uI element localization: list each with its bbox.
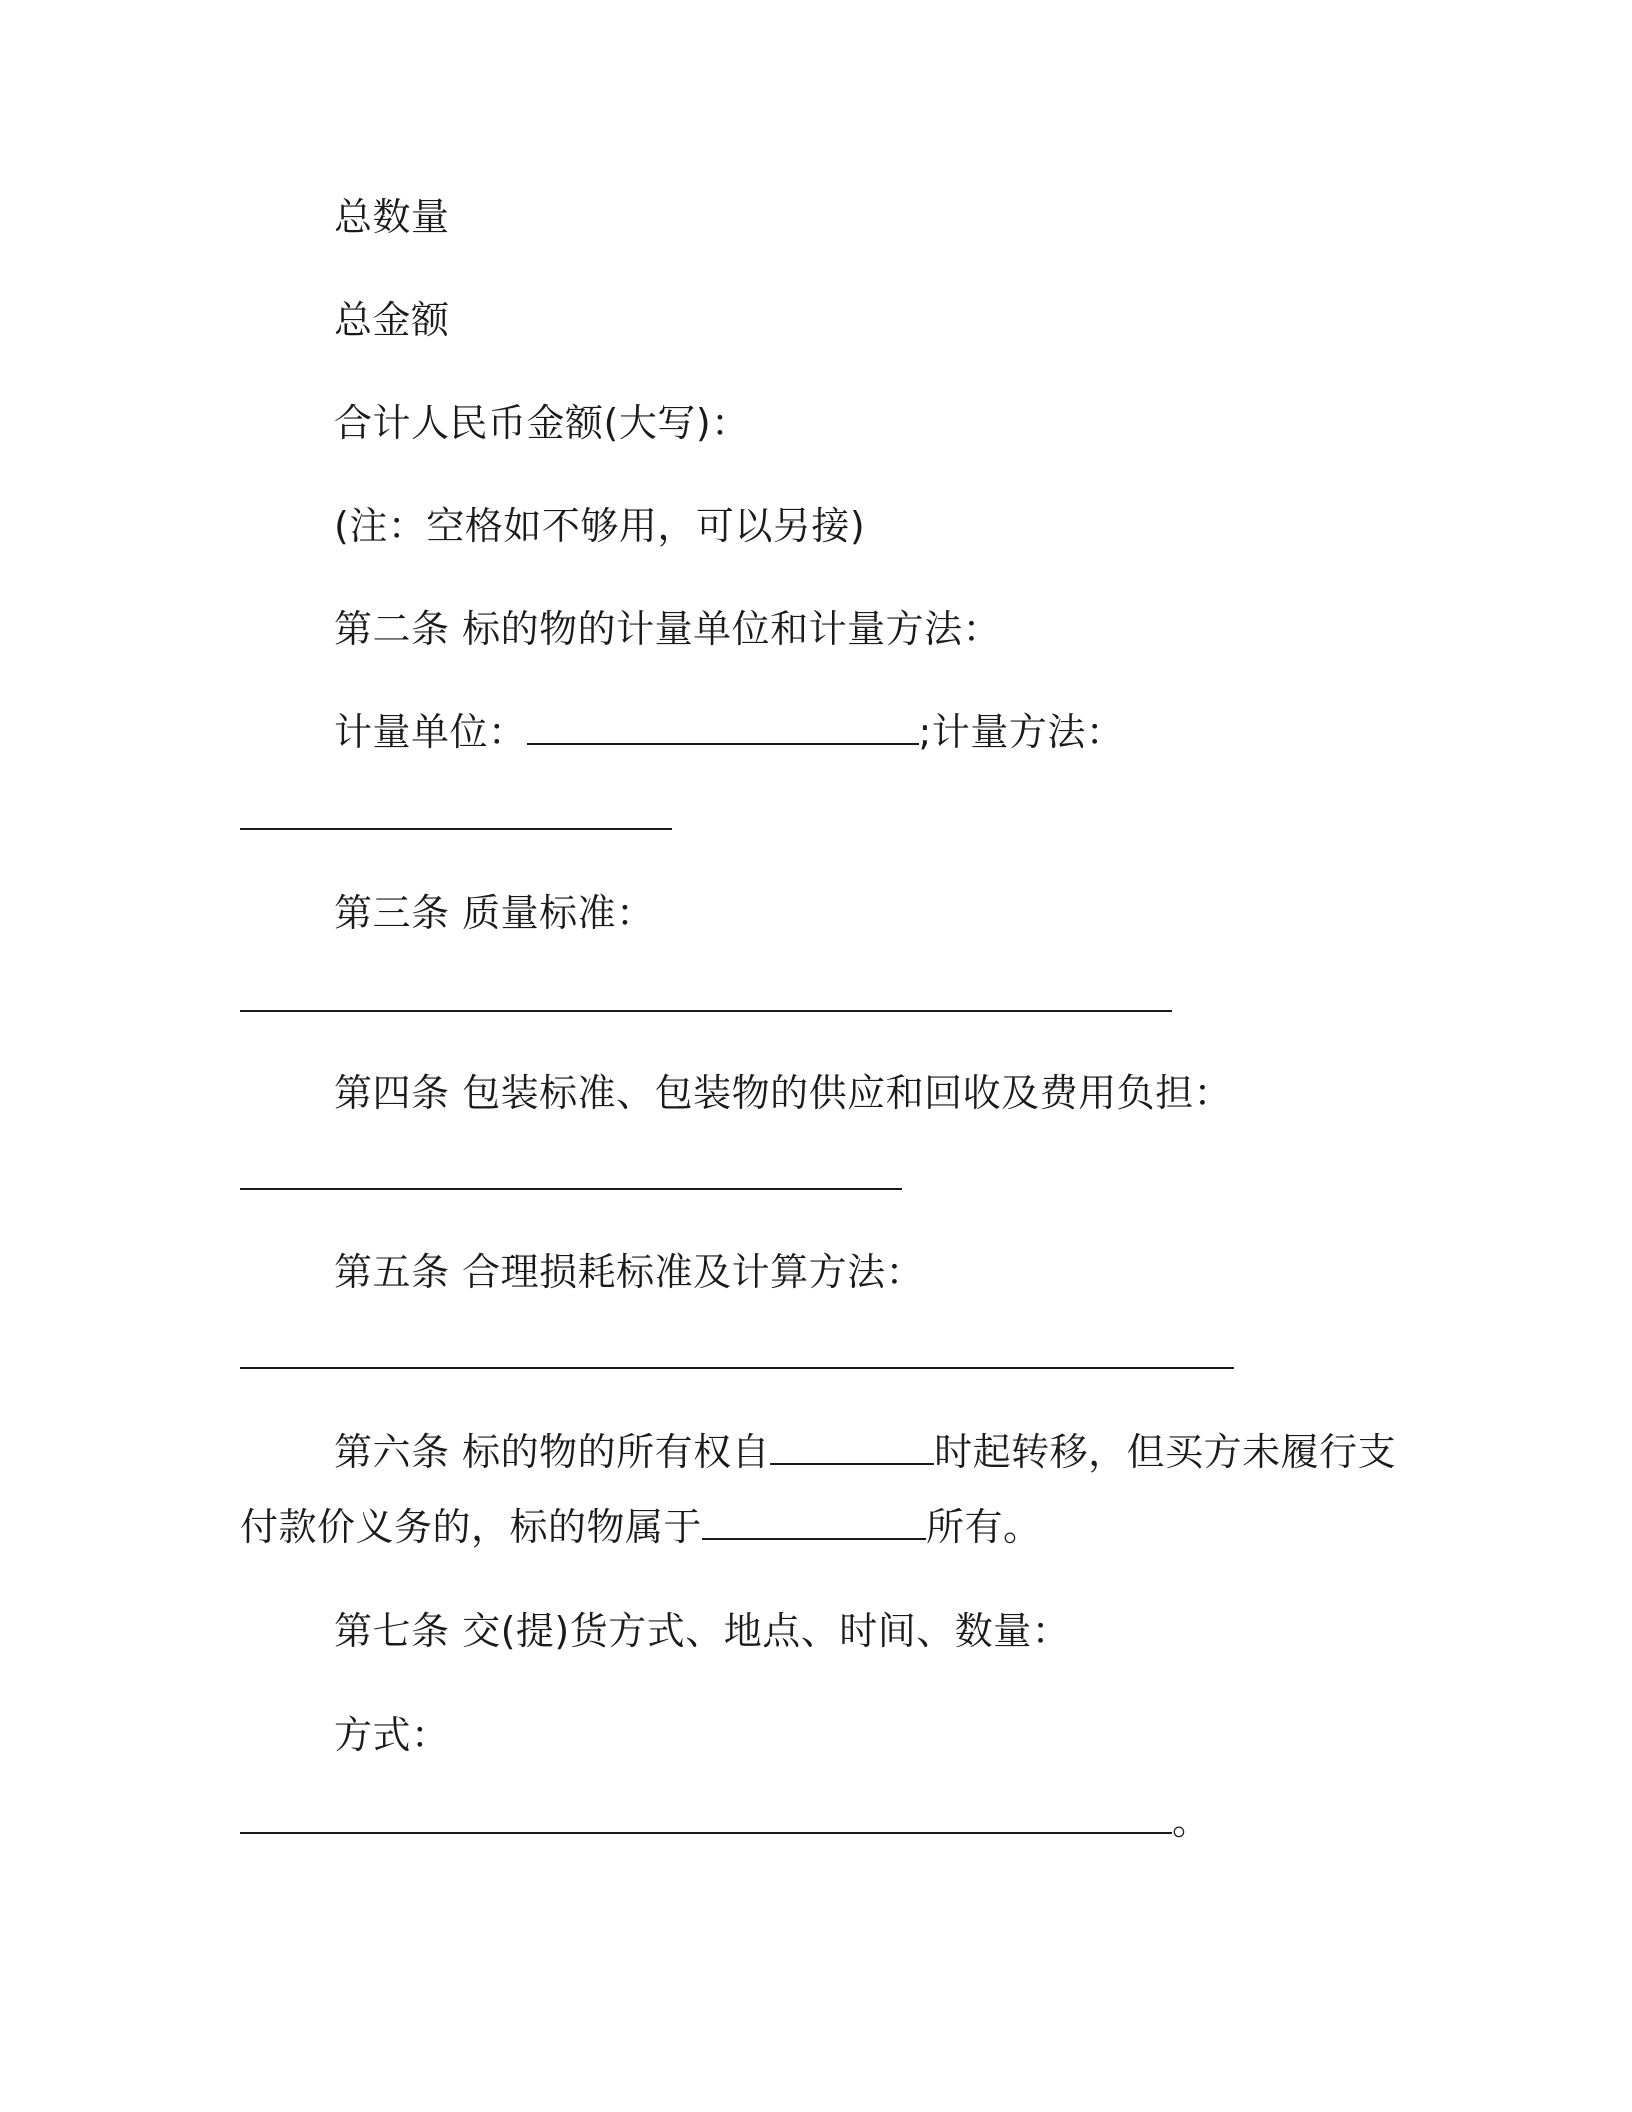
packaging-blank[interactable] [240, 1188, 902, 1190]
ownership-holder-blank[interactable] [702, 1504, 926, 1540]
delivery-method-end: 。 [1172, 1799, 1211, 1843]
article-2-title: 第二条 标的物的计量单位和计量方法： [334, 607, 1002, 651]
loss-standard-blank[interactable] [240, 1367, 1234, 1369]
measure-unit-label: 计量单位： [334, 710, 527, 754]
measure-method-blank[interactable] [240, 828, 672, 830]
measure-method-label: ;计量方法： [918, 710, 1125, 754]
article-4-title: 第四条 包装标准、包装物的供应和回收及费用负担： [334, 1071, 1233, 1115]
ownership-transfer-blank[interactable] [770, 1429, 934, 1465]
article-2-unit-line [334, 707, 1124, 757]
note-text: (注：空格如不够用，可以另接) [334, 504, 866, 548]
article-6-text-b: 时起转移，但买方未履行支 [934, 1430, 1397, 1474]
delivery-method-label: 方式： [334, 1713, 450, 1757]
article-6-text-c: 付款价义务的，标的物属于 [240, 1505, 703, 1549]
article-6-text-a: 第六条 标的物的所有权自 [334, 1430, 771, 1474]
article-3-title: 第三条 质量标准： [334, 891, 655, 935]
delivery-method-blank[interactable] [240, 1798, 1172, 1834]
article-6-text-d: 所有。 [926, 1505, 1042, 1549]
total-quantity-label: 总数量 [334, 195, 450, 239]
article-5-title: 第五条 合理损耗标准及计算方法： [334, 1250, 925, 1294]
total-amount-label: 总金额 [334, 298, 450, 342]
rmb-total-label: 合计人民币金额(大写)： [334, 401, 750, 445]
measure-unit-blank[interactable] [527, 709, 919, 745]
article-7-title: 第七条 交(提)货方式、地点、时间、数量： [334, 1609, 1071, 1653]
delivery-method-line [240, 1796, 1211, 1846]
article-6-line-2 [240, 1502, 1042, 1552]
article-6-line-1 [334, 1427, 1396, 1477]
quality-standard-blank[interactable] [240, 1010, 1172, 1012]
